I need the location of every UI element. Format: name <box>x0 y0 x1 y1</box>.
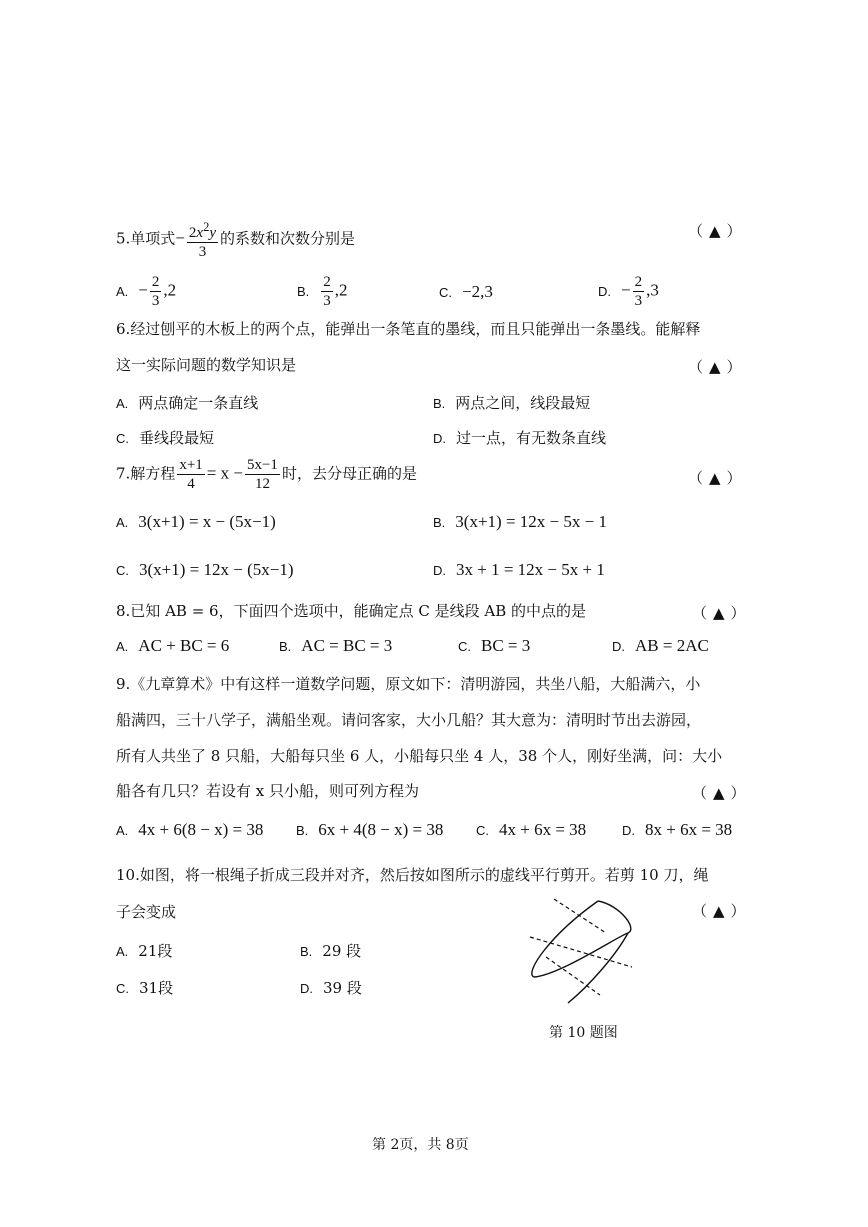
q6-stem-line2: 这一实际问题的数学知识是 <box>116 356 297 374</box>
q8-option-d: D. AB = 2AC <box>612 636 709 655</box>
q8-stem: 8.已知 AB = 6，下面四个选项中，能确定点 C 是线段 AB 的中点的是 <box>116 602 586 620</box>
q6-option-b: B. 两点之间，线段最短 <box>433 394 591 412</box>
q5-option-a: A. − $\frac{2}{3}$ ,2 <box>116 274 177 309</box>
rope-loops <box>532 901 631 1003</box>
q9-stem-line2: 船满四，三十八学子，满船坐观。请问客家，大小几船？其大意为：清明时节出去游园， <box>116 711 702 729</box>
q5-option-b: B. $\frac{2}{3}$ ,2 <box>297 274 348 309</box>
q10-rope-figure <box>520 895 640 1010</box>
rope-segment <box>568 933 628 1003</box>
q9-stem-line1: 9.《九章算术》中有这样一道数学问题，原文如下：清明游园，共坐八船，大船满六，小 <box>116 675 701 693</box>
cut-line <box>554 899 606 933</box>
q5-option-d: D. − $\frac{2}{3}$ ,3 <box>598 274 659 309</box>
q10-option-d: D. 39 段 <box>300 979 362 997</box>
q9-stem-line3: 所有人共坐了 8 只船，大船每只坐 6 人，小船每只坐 4 人，38 个人，刚好坐满，问：大小 <box>116 747 723 765</box>
q7-option-c: C. 3(x+1) = 12x − (5x−1) <box>116 560 294 579</box>
q10-option-b: B. 29 段 <box>300 942 362 960</box>
q7-fraction-1: $\frac{x+1}{4}$ <box>179 457 203 492</box>
q10-stem-line2: 子会变成 <box>116 903 177 921</box>
q10-stem-line1: 10.如图，将一根绳子折成三段并对齐，然后按如图所示的虚线平行剪开。若剪 10 刀，绳 <box>116 866 709 884</box>
cut-line <box>530 937 632 967</box>
q8-option-c: C. BC = 3 <box>458 636 531 655</box>
q8-option-b: B. AC = BC = 3 <box>279 636 393 655</box>
q7-option-a: A. 3(x+1) = x − (5x−1) <box>116 512 276 531</box>
q5-prefix: 5.单项式 <box>116 229 176 248</box>
q6-option-a: A. 两点确定一条直线 <box>116 394 259 412</box>
q9-option-b: B. 6x + 4(8 − x) = 38 <box>296 820 444 839</box>
q7-answer-mark: （▲） <box>688 469 748 487</box>
q5-stem: 5.单项式− $\frac{2x^2y}{3}$ 的系数和次数分别是 <box>116 220 356 260</box>
q9-option-a: A. 4x + 6(8 − x) = 38 <box>116 820 264 839</box>
option-letter: D. <box>598 283 611 299</box>
option-letter: A. <box>116 283 129 299</box>
q7-option-b: B. 3(x+1) = 12x − 5x − 1 <box>433 512 607 531</box>
q6-answer-mark: （▲） <box>688 358 748 376</box>
q5-frac-den: 3 <box>198 244 207 260</box>
option-letter: B. <box>297 283 310 299</box>
q7-middle: = x − <box>206 463 243 483</box>
q9-answer-mark: （▲） <box>692 784 752 802</box>
q9-option-c: C. 4x + 6x = 38 <box>476 820 587 839</box>
q7-option-d: D. 3x + 1 = 12x − 5x + 1 <box>433 560 605 579</box>
q5-suffix: 的系数和次数分别是 <box>220 229 356 248</box>
q10-answer-mark: （▲） <box>692 902 752 920</box>
q10-option-a: A. 21段 <box>116 942 173 960</box>
q6-option-d: D. 过一点，有无数条直线 <box>433 429 607 447</box>
q7-prefix: 7.解方程 <box>116 464 176 483</box>
q5-fraction <box>187 218 218 261</box>
q10-figure-caption: 第 10 题图 <box>549 1025 618 1041</box>
option-letter: C. <box>439 285 452 300</box>
q7-suffix: 时，去分母正确的是 <box>281 464 417 483</box>
rope-segment <box>532 901 598 977</box>
q6-stem-line1: 6.经过刨平的木板上的两个点，能弹出一条笔直的墨线，而且只能弹出一条墨线。能解释 <box>116 320 701 338</box>
q8-answer-mark: （▲） <box>692 604 752 622</box>
page-footer: 第 2页，共 8页 <box>372 1137 469 1153</box>
q5-option-c: C. −2,3 <box>439 282 493 301</box>
q10-option-c: C. 31段 <box>116 979 174 997</box>
q9-stem-line4: 船各有几只？若设有 x 只小船，则可列方程为 <box>116 782 419 800</box>
q7-fraction-2: $\frac{5x-1}{12}$ <box>246 457 278 492</box>
q6-option-c: C. 垂线段最短 <box>116 429 215 447</box>
q7-stem <box>116 456 417 493</box>
q5-frac-num: $2x^2y$ <box>188 220 216 241</box>
q5-answer-mark: （▲） <box>688 222 748 240</box>
q8-option-a: A. AC + BC = 6 <box>116 636 230 655</box>
q9-option-d: D. 8x + 6x = 38 <box>622 820 733 839</box>
